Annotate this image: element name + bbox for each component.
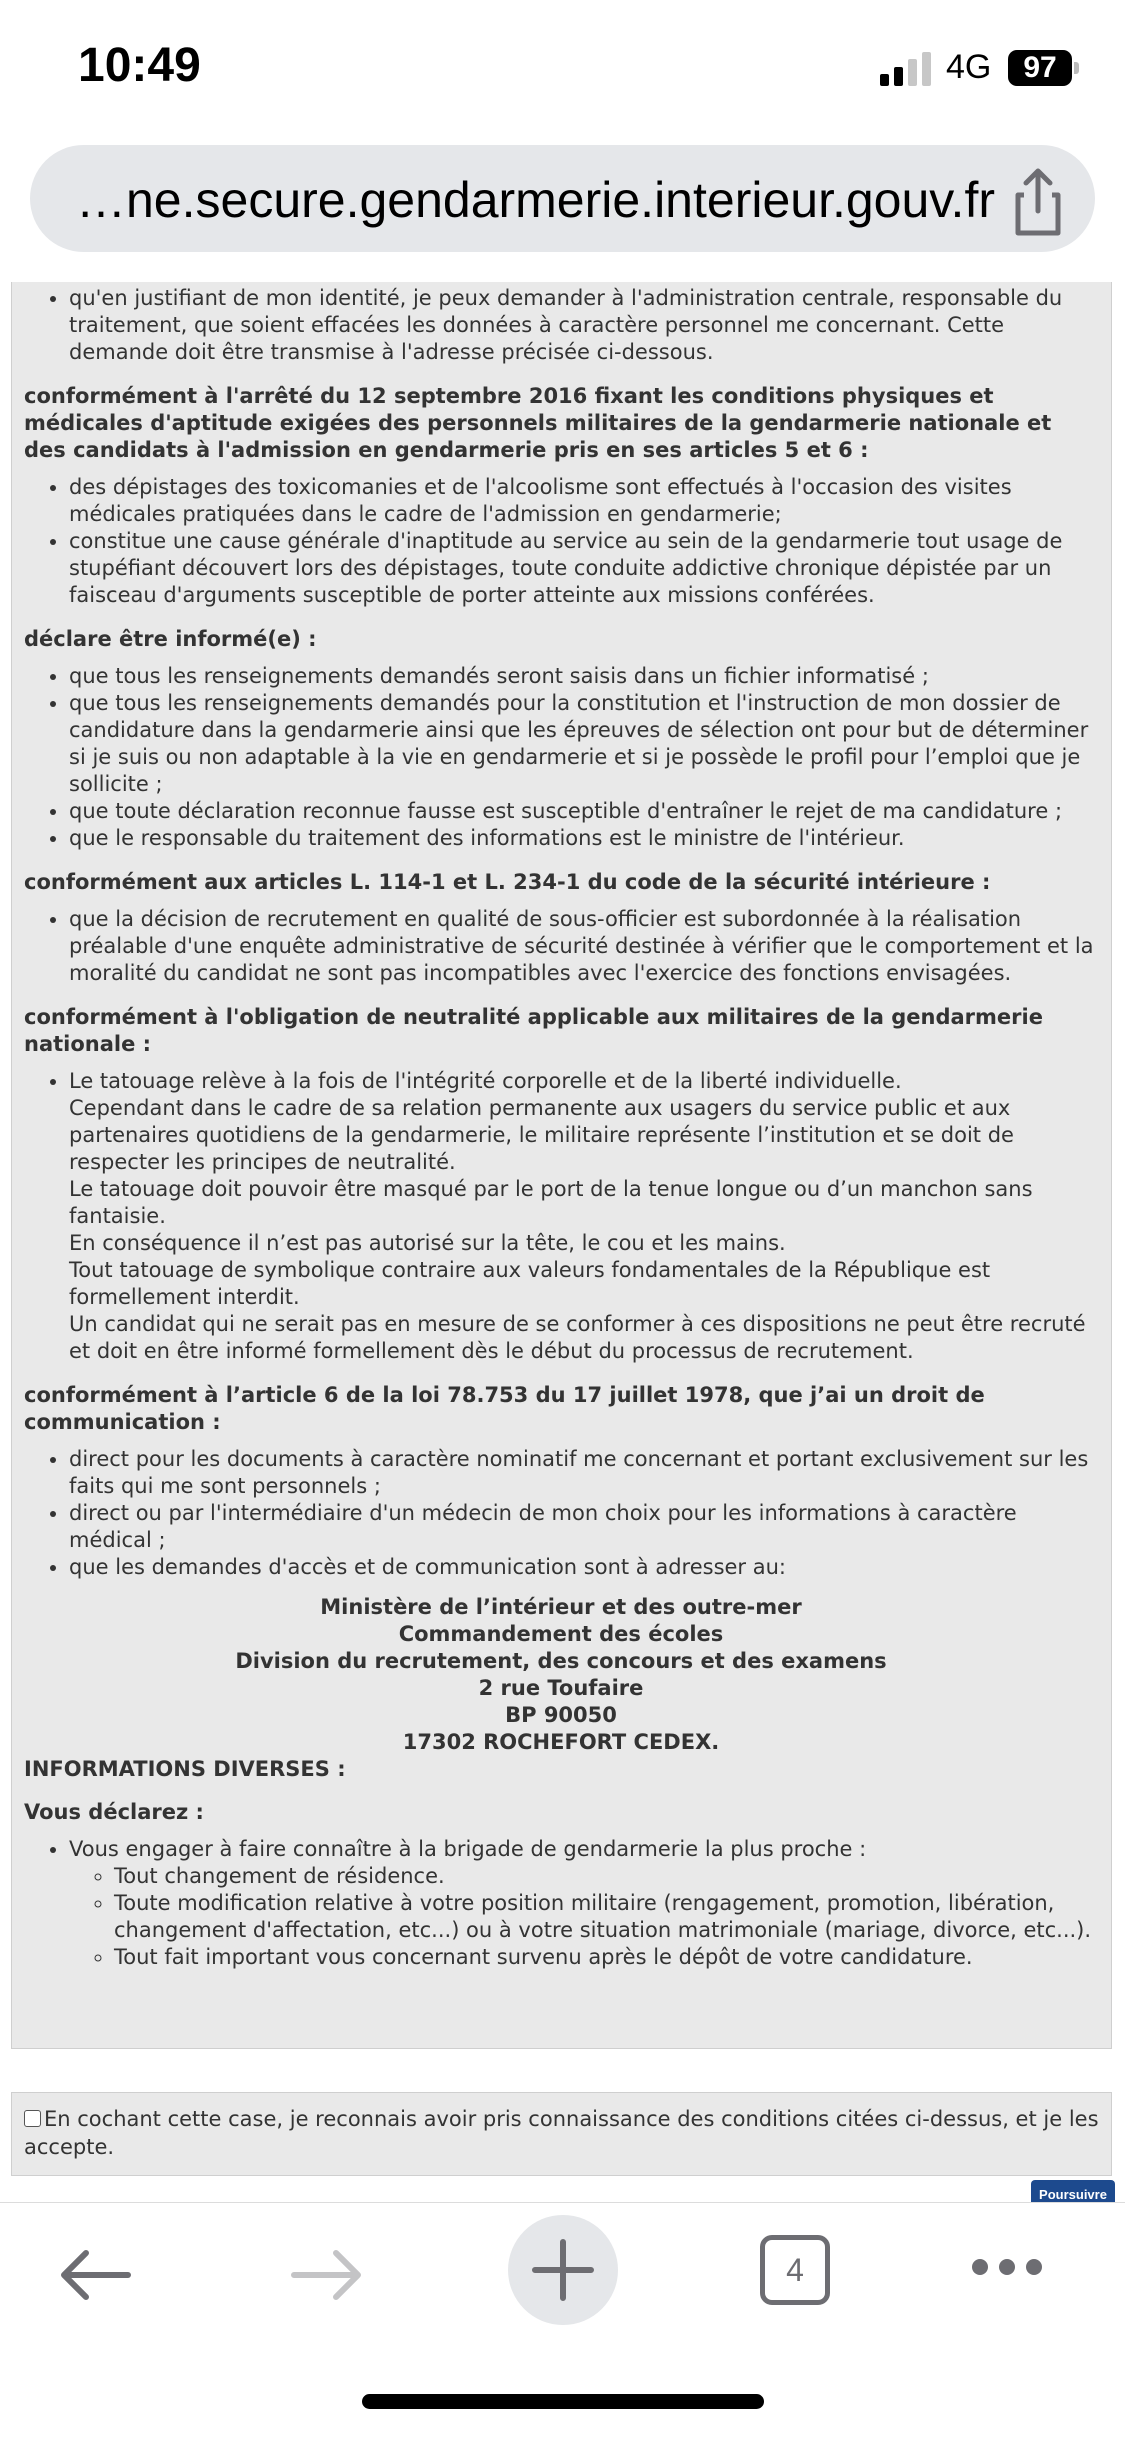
list-item: • des dépistages des toxicomanies et de l'alcoolisme sont effectués à l'occasion des visites médicales pratiquées dans le cadre de l'admission en gendarmerie; [69,474,1098,528]
declare-sublist [69,1863,1098,1971]
consent-label[interactable]: En cochant cette case, je reconnais avoir pris connaissance des conditions citées ci-dessus, et je les accepte. [24,2107,1099,2159]
list-item: • que tous les renseignements demandés pour la constitution et l'instruction de mon dossier de candidature dans la gendarmerie ainsi que les épreuves de sélection ont pour but de déterminer si je suis ou non adaptable à la vie en gendarmerie et si je possède le profil pour l’emploi que je sollicite ; [69,690,1098,798]
tattoo-line: Cependant dans le cadre de sa relation permanente aux usagers du service public et aux partenaires quotidiens de la gendarmerie, le militaire représente l’institution et se doit de respecter les principes de neutralité. [69,1096,1014,1174]
forward-arrow-icon[interactable] [290,2245,364,2305]
declare-item-text: Vous engager à faire connaître à la brigade de gendarmerie la plus proche : [69,1837,867,1861]
continue-button[interactable]: Poursuivre [1031,2180,1115,2202]
section-heading: conformément à l'arrêté du 12 septembre 2016 fixant les conditions physiques et médicales d'aptitude exigées des personnels militaires de la gendarmerie nationale et des candidats à l'admission en gendarmerie pris en ses articles 5 et 6 : [24,384,1052,462]
battery-level: 97 [1008,50,1072,86]
tattoo-line: Un candidat qui ne serait pas en mesure de se conformer à ces dispositions ne peut être recruté et doit en être informé formellement dès le début du processus de recrutement. [69,1312,1086,1363]
section3-list [24,906,1098,987]
list-item [69,1836,1098,1971]
address-line: Commandement des écoles [398,1622,724,1646]
section5-list [24,1446,1098,1581]
list-item: • direct ou par l'intermédiaire d'un médecin de mon choix pour les informations à caractère médical ; [69,1500,1098,1554]
intro-list [24,285,1098,366]
section2-list [24,663,1098,852]
sublist-item: ◦ Tout fait important vous concernant survenu après le dépôt de votre candidature. [114,1944,1098,1971]
address-line: 2 rue Toufaire [478,1676,644,1700]
tabs-button[interactable] [760,2235,830,2305]
consent-checkbox[interactable] [24,2110,41,2127]
status-bar [0,0,1125,140]
more-icon[interactable] [970,2255,1044,2279]
list-item: • que la décision de recrutement en qualité de sous-officier est subordonnée à la réalisation préalable d'une enquête administrative de sécurité destinée à vérifier que le comportement et la moralité du candidat ne sont pas incompatibles avec l'exercice des fonctions envisagées. [69,906,1098,987]
home-indicator[interactable] [362,2394,764,2409]
page-content [0,282,1125,2202]
list-item: • que le responsable du traitement des informations est le ministre de l'intérieur. [69,825,1098,852]
list-item [69,1068,1098,1365]
list-item: • que tous les renseignements demandés seront saisis dans un fichier informatisé ; [69,663,1098,690]
declare-heading: Vous déclarez : [24,1800,204,1824]
tattoo-line: • Le tatouage relève à la fois de l'intégrité corporelle et de la liberté individuelle. [69,1069,902,1093]
network-type: 4G [946,48,992,86]
new-tab-plus-icon [508,2215,618,2325]
address-line: Division du recrutement, des concours et des examens [235,1649,887,1673]
misc-heading: INFORMATIONS DIVERSES : [24,1757,346,1781]
address-bar[interactable] [30,145,1095,252]
section-heading: conformément à l’article 6 de la loi 78.753 du 17 juillet 1978, que j’ai un droit de communication : [24,1383,985,1434]
consent-panel [11,2092,1112,2176]
sublist-item: ◦ Toute modification relative à votre position militaire (rengagement, promotion, libération, changement d'affectation, etc...) ou à votre situation matrimoniale (mariage, divorce, etc...). [114,1890,1098,1944]
section1-list [24,474,1098,609]
section-heading: conformément à l'obligation de neutralité applicable aux militaires de la gendarmerie nationale : [24,1005,1043,1056]
list-item: • qu'en justifiant de mon identité, je peux demander à l'administration centrale, responsable du traitement, que soient effacées les données à caractère personnel me concernant. Cette demande doit être transmise à l'adresse précisée ci-dessous. [69,285,1098,366]
tabs-count: 4 [786,2252,804,2288]
tattoo-line: En conséquence il n’est pas autorisé sur la tête, le cou et les mains. [69,1231,786,1255]
share-icon[interactable] [998,163,1078,243]
back-arrow-icon[interactable] [58,2245,132,2305]
list-item: • direct pour les documents à caractère nominatif me concernant et portant exclusivement sur les faits qui me sont personnels ; [69,1446,1098,1500]
tattoo-line: Tout tatouage de symbolique contraire aux valeurs fondamentales de la République est formellement interdit. [69,1258,991,1309]
list-item: • constitue une cause générale d'inaptitude au service au sein de la gendarmerie tout usage de stupéfiant découvert lors des dépistages, toute conduite addictive chronique dépistée par un faisceau d'arguments susceptible de porter atteinte aux missions conférées. [69,528,1098,609]
tattoo-line: Le tatouage doit pouvoir être masqué par le port de la tenue longue ou d’un manchon sans fantaisie. [69,1177,1033,1228]
section-heading: conformément aux articles L. 114-1 et L. 234-1 du code de la sécurité intérieure : [24,870,991,894]
list-item: • que les demandes d'accès et de communication sont à adresser au: [69,1554,1098,1581]
declare-list [24,1836,1098,1971]
new-tab-button[interactable] [508,2215,618,2325]
address-line: 17302 ROCHEFORT CEDEX. [402,1730,720,1754]
address-line: BP 90050 [505,1703,617,1727]
list-item: • que toute déclaration reconnue fausse est susceptible d'entraîner le rejet de ma candidature ; [69,798,1098,825]
conditions-panel [11,282,1112,2049]
signal-icon [880,52,936,86]
section4-list [24,1068,1098,1365]
sublist-item: ◦ Tout changement de résidence. [114,1863,1098,1890]
address-line: Ministère de l’intérieur et des outre-mer [320,1595,802,1619]
battery-tip [1074,62,1079,74]
status-time: 10:49 [78,39,201,92]
url-text[interactable]: …ne.secure.gendarmerie.interieur.gouv.fr [76,172,995,228]
postal-address [24,1594,1098,1756]
section-heading: déclare être informé(e) : [24,627,317,651]
